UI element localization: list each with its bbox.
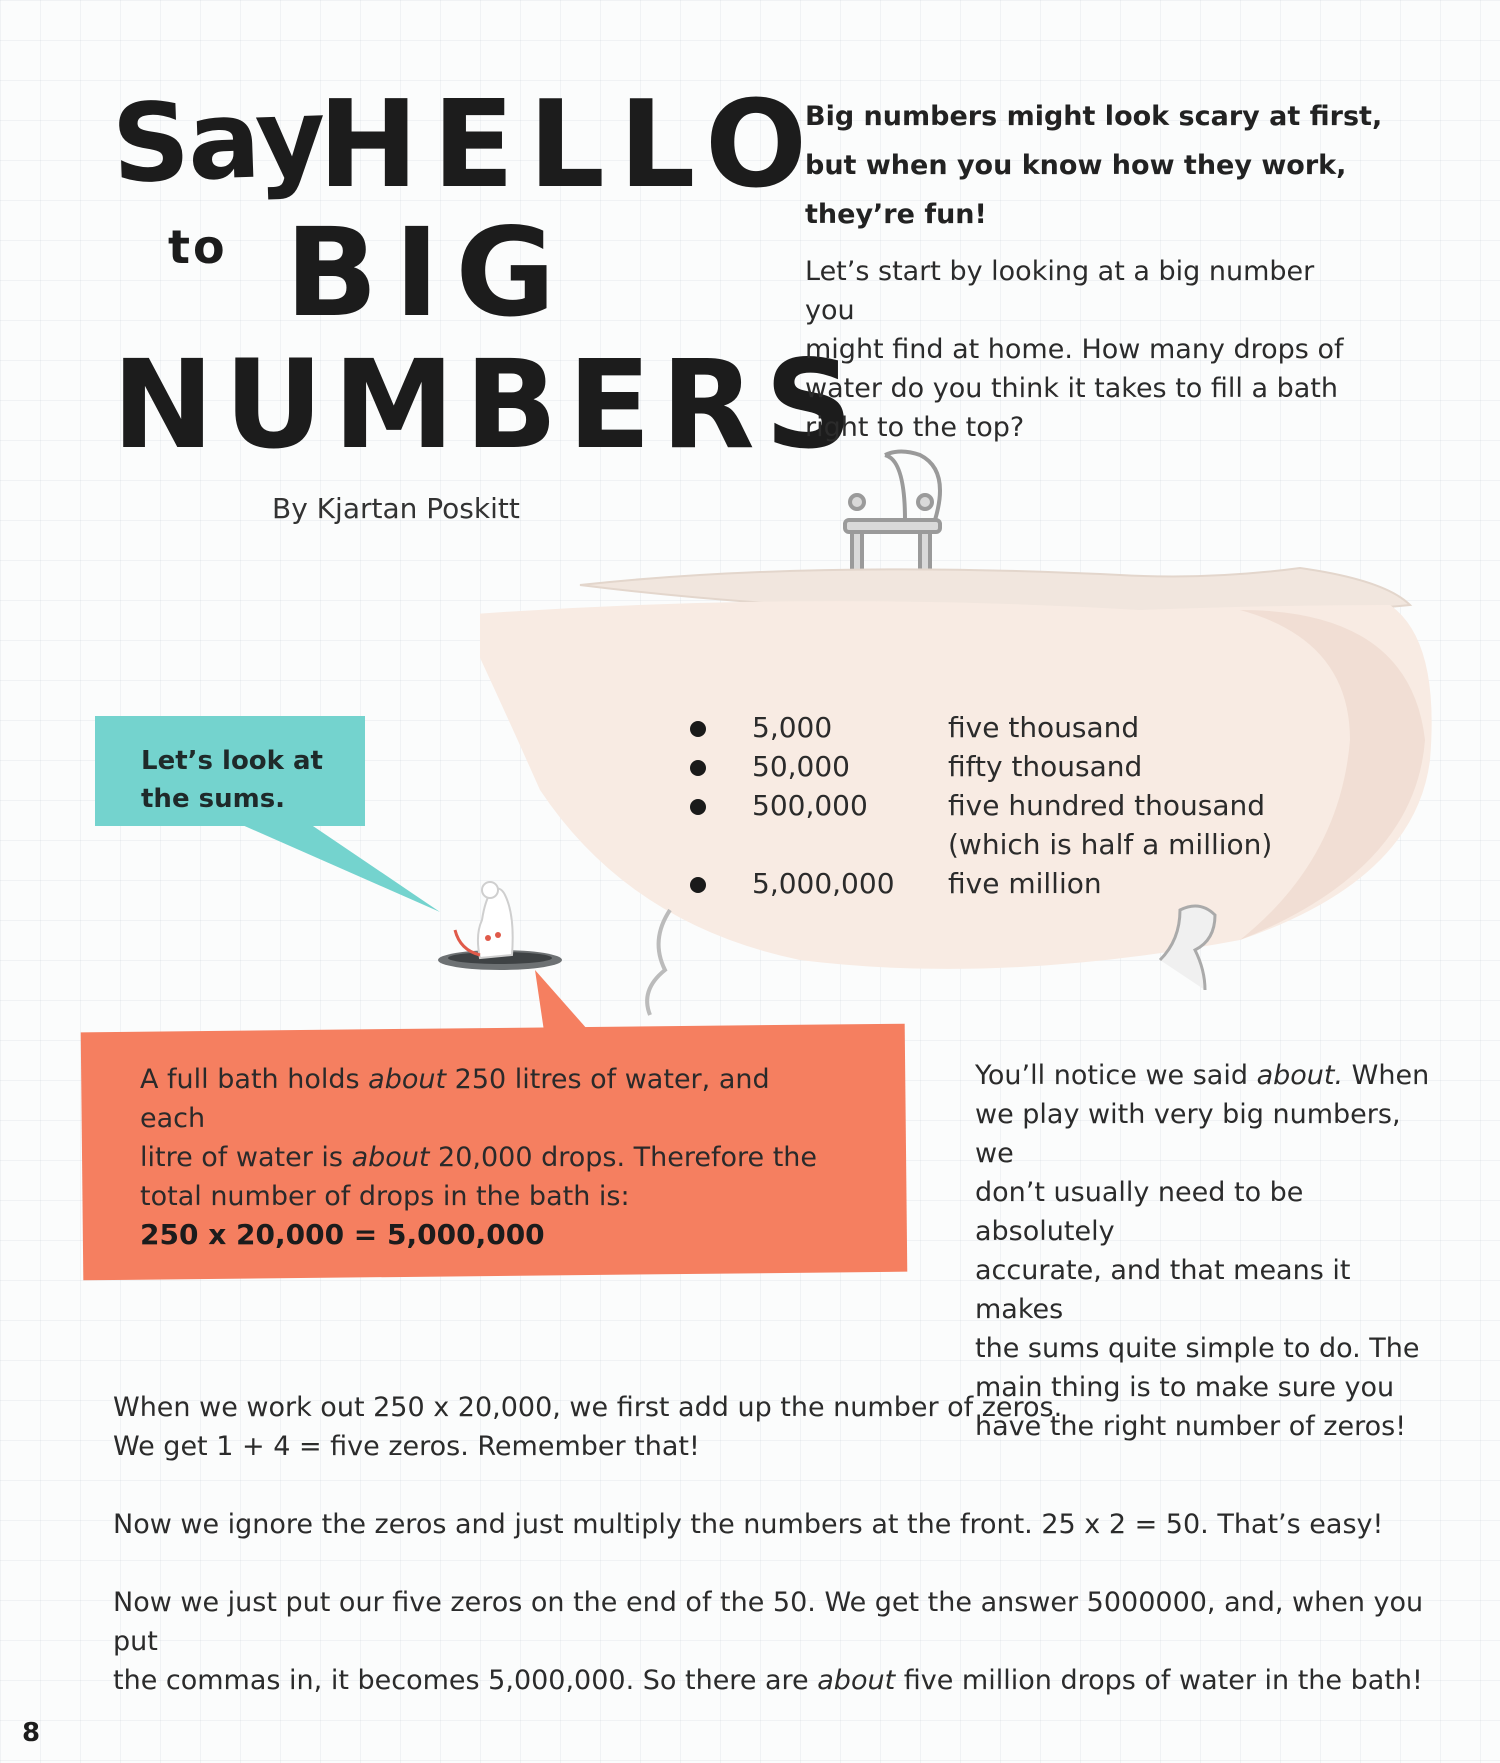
calculation-equation: 250 x 20,000 = 5,000,000	[140, 1218, 545, 1251]
paragraph-line: When we work out 250 x 20,000, we first add up the number of zeros.	[113, 1392, 1063, 1423]
title-say: Say	[109, 75, 326, 208]
paragraph-1	[113, 1388, 1463, 1466]
intro-bold-line: but when you know how they work,	[805, 150, 1347, 181]
bullet-icon	[690, 760, 706, 776]
list-number: 5,000	[752, 711, 833, 744]
list-words: fifty thousand	[948, 750, 1143, 783]
list-words: five hundred thousand	[948, 789, 1266, 822]
bullet-icon	[690, 721, 706, 737]
note-line: main thing is to make sure you	[975, 1372, 1395, 1403]
title-hello: HELLO	[318, 76, 822, 215]
note-line: we play with very big numbers, we	[975, 1099, 1401, 1169]
note-line: the sums quite simple to do. The	[975, 1333, 1420, 1364]
intro-bold	[805, 92, 1445, 239]
intro-bold-line: Big numbers might look scary at first,	[805, 101, 1383, 132]
list-number: 5,000,000	[752, 867, 895, 900]
paragraph-line: Now we just put our five zeros on the end of the 50. We get the answer 5000000, and, when you put	[113, 1587, 1424, 1657]
intro-body	[805, 252, 1365, 447]
calculation-text	[140, 1060, 840, 1216]
list-words: (which is half a million)	[948, 828, 1273, 861]
paragraph-line: Now we ignore the zeros and just multiply the numbers at the front. 25 x 2 = 50. That’s easy!	[113, 1509, 1384, 1540]
list-number: 500,000	[752, 789, 868, 822]
intro-body-line: Let’s start by looking at a big number you	[805, 256, 1315, 326]
calculation-line: A full bath holds about 250 litres of water, and each	[140, 1064, 770, 1134]
list-item	[690, 708, 1272, 747]
list-number: 50,000	[752, 750, 850, 783]
list-words: five million	[948, 867, 1102, 900]
note-line: have the right number of zeros!	[975, 1411, 1407, 1442]
title-to: to	[168, 220, 228, 274]
list-item	[690, 864, 1272, 903]
speech-line: the sums.	[141, 784, 286, 814]
page-number: 8	[22, 1718, 41, 1748]
speech-line: Let’s look at	[141, 746, 323, 776]
paragraph-2	[113, 1505, 1463, 1544]
bullet-icon	[690, 799, 706, 815]
bullet-spacer	[690, 838, 706, 854]
list-item	[690, 747, 1272, 786]
paragraph-line: the commas in, it becomes 5,000,000. So there are about five million drops of water in the bath!	[113, 1665, 1423, 1696]
title-big: BIG	[285, 202, 572, 344]
calculation-line: total number of drops in the bath is:	[140, 1181, 630, 1212]
byline: By Kjartan Poskitt	[272, 492, 520, 525]
note-line: don’t usually need to be absolutely	[975, 1177, 1304, 1247]
intro-body-line: right to the top?	[805, 412, 1025, 443]
title-numbers: NUMBERS	[112, 334, 863, 476]
list-item	[690, 786, 1272, 825]
mouse-icon	[430, 860, 570, 980]
paragraph-line: We get 1 + 4 = five zeros. Remember that!	[113, 1431, 700, 1462]
paragraph-3	[113, 1583, 1463, 1700]
list-words: five thousand	[948, 711, 1140, 744]
intro-body-line: might find at home. How many drops of	[805, 334, 1344, 365]
intro-bold-line: they’re fun!	[805, 199, 987, 230]
list-item	[690, 825, 1272, 864]
number-list	[690, 708, 1272, 903]
intro-body-line: water do you think it takes to fill a bath	[805, 373, 1338, 404]
calculation-line: litre of water is about 20,000 drops. Therefore the	[140, 1142, 818, 1173]
bullet-icon	[690, 877, 706, 893]
speech-bubble-text	[141, 742, 323, 818]
speech-bubble-tail	[240, 824, 450, 914]
note-line: You’ll notice we said about. When	[975, 1060, 1430, 1091]
note-line: accurate, and that means it makes	[975, 1255, 1351, 1325]
